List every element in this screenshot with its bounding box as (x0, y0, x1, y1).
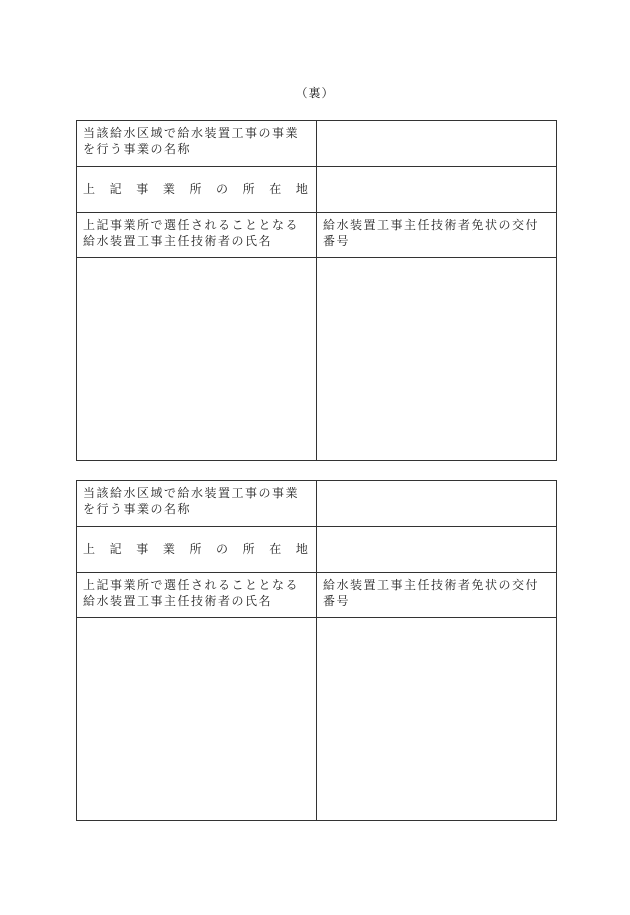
location-label-char: 所 (189, 182, 202, 196)
location-label-char: 事 (136, 182, 149, 196)
location-label-char: 所 (189, 542, 202, 556)
location-label-cell (77, 527, 317, 573)
office-name-label-cell (77, 121, 317, 167)
location-label-char: 在 (269, 542, 282, 556)
location-value[interactable] (317, 527, 556, 572)
location-label-char: 記 (109, 182, 122, 196)
location-label (77, 167, 316, 197)
location-label-char: 上 (83, 182, 96, 196)
engineer-name-value-cell[interactable] (77, 618, 317, 821)
location-label-char: 記 (109, 542, 122, 556)
location-label (77, 527, 316, 557)
office-name-label: 当該給水区域で給水装置工事の事業を行う事業の名称 (83, 486, 300, 516)
license-number-header-cell (317, 573, 557, 618)
location-value[interactable] (317, 167, 556, 212)
license-number-value[interactable] (317, 258, 556, 460)
location-label-char: 上 (83, 542, 96, 556)
office-name-label: 当該給水区域で給水装置工事の事業を行う事業の名称 (83, 126, 300, 156)
page-heading: （裏） (295, 86, 335, 100)
location-label-char: 業 (162, 182, 175, 196)
license-number-value[interactable] (317, 618, 556, 820)
location-label-char: 事 (136, 542, 149, 556)
engineer-name-value-cell[interactable] (77, 258, 317, 461)
office-name-label-cell (77, 481, 317, 527)
license-number-value-cell[interactable] (317, 258, 557, 461)
engineer-name-header: 上記事業所で選任されることとなる給水装置工事主任技術者の氏名 (83, 578, 300, 608)
location-label-char: 地 (295, 542, 308, 556)
registration-block-2 (76, 480, 557, 821)
license-number-header-cell (317, 213, 557, 258)
office-name-value-cell[interactable] (317, 481, 557, 527)
engineer-name-header-cell (77, 573, 317, 618)
location-label-char: 在 (269, 182, 282, 196)
location-value-cell[interactable] (317, 167, 557, 213)
engineer-name-header-cell (77, 213, 317, 258)
location-label-char: 所 (242, 542, 255, 556)
location-label-char: 業 (162, 542, 175, 556)
location-label-char: 所 (242, 182, 255, 196)
engineer-name-value[interactable] (77, 618, 316, 820)
license-number-header: 給水装置工事主任技術者免状の交付番号 (323, 578, 540, 608)
location-label-char: の (216, 542, 229, 556)
office-name-value[interactable] (317, 121, 556, 166)
location-label-char: の (216, 182, 229, 196)
engineer-name-value[interactable] (77, 258, 316, 460)
registration-block-1 (76, 120, 557, 461)
location-label-char: 地 (295, 182, 308, 196)
location-value-cell[interactable] (317, 527, 557, 573)
office-name-value[interactable] (317, 481, 556, 526)
office-name-value-cell[interactable] (317, 121, 557, 167)
license-number-header: 給水装置工事主任技術者免状の交付番号 (323, 218, 540, 248)
license-number-value-cell[interactable] (317, 618, 557, 821)
engineer-name-header: 上記事業所で選任されることとなる給水装置工事主任技術者の氏名 (83, 218, 300, 248)
location-label-cell (77, 167, 317, 213)
